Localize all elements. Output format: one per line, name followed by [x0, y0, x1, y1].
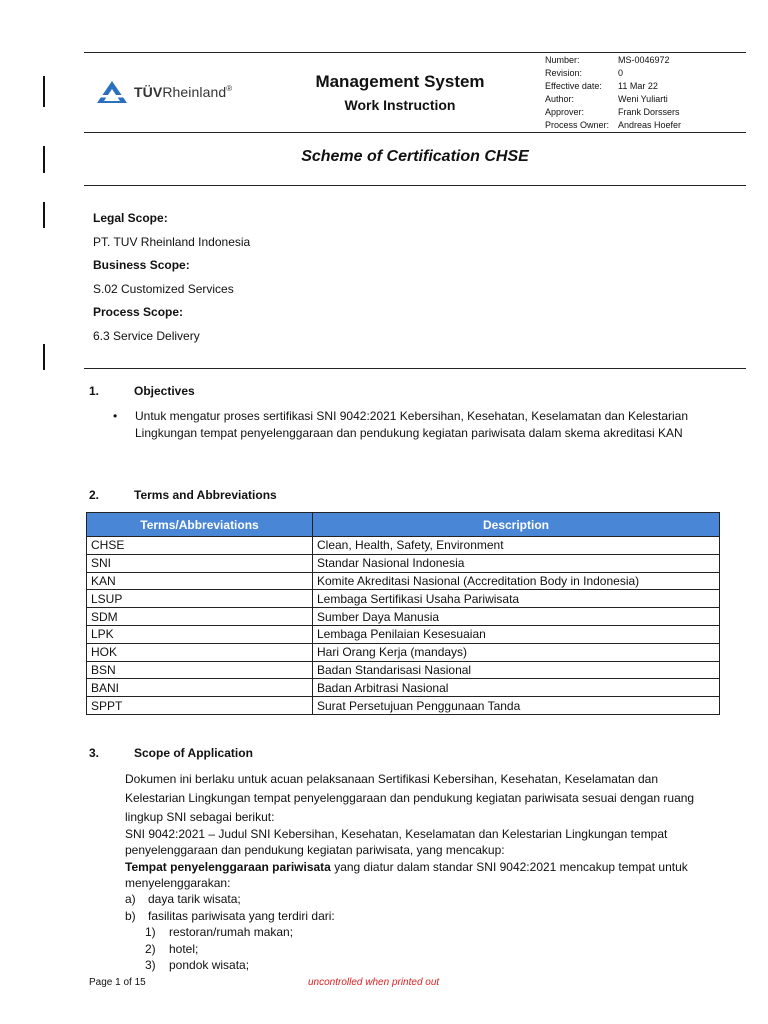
- table-row: HOK Hari Orang Kerja (mandays): [87, 643, 720, 661]
- table-row: SDM Sumber Daya Manusia: [87, 608, 720, 626]
- brand-name: TÜVRheinland®: [134, 84, 233, 100]
- section-scope-heading: 3. Scope of Application: [89, 746, 253, 760]
- table-row: LPK Lembaga Penilaian Kesesuaian: [87, 625, 720, 643]
- scope-paragraph-1: Dokumen ini berlaku untuk acuan pelaksanaan Sertifikasi Kebersihan, Kesehatan, Keselamatan dan Kelestarian Lingkungan tempat penyelenggaraan dan pendukung kegiatan pariwisata sesuai dengan ruang lingkup SNI sebagai berikut:: [125, 772, 695, 824]
- scope-block: [93, 210, 250, 351]
- scope-rule: [84, 368, 746, 369]
- revision-mark: [43, 76, 45, 107]
- meta-row-revision: Revision: 0: [545, 68, 624, 78]
- scope-list: [125, 891, 335, 924]
- legal-scope-value: PT. TUV Rheinland Indonesia: [93, 234, 251, 249]
- meta-row-number: Number: MS-0046972: [545, 55, 670, 65]
- list-item: 1) restoran/rumah makan;: [145, 925, 294, 939]
- process-scope-label: Process Scope:: [93, 305, 184, 319]
- meta-row-process-owner: Process Owner: Andreas Hoefer: [545, 120, 682, 130]
- section-objectives-heading: 1. Objectives: [89, 384, 195, 398]
- terms-table: [86, 512, 720, 715]
- terms-table-header: [87, 513, 720, 537]
- revision-mark: [43, 344, 45, 370]
- meta-row-author: Author: Weni Yuliarti: [545, 94, 668, 104]
- business-scope-value: S.02 Customized Services: [93, 281, 234, 296]
- table-row: SPPT Surat Persetujuan Penggunaan Tanda: [87, 697, 720, 715]
- bullet-icon: •: [113, 409, 118, 423]
- document-title: Scheme of Certification CHSE: [301, 148, 529, 165]
- scope-paragraph-3: Tempat penyelenggaraan pariwisata yang diatur dalam standar SNI 9042:2021 mencakup tempat untuk menyelenggarakan:: [125, 860, 688, 890]
- table-row: KAN Komite Akreditasi Nasional (Accreditation Body in Indonesia): [87, 572, 720, 590]
- header-top-rule: [84, 52, 746, 53]
- system-title: Management System: [315, 72, 485, 91]
- page-number: Page 1 of 15: [89, 977, 146, 988]
- objectives-text: Untuk mengatur proses sertifikasi SNI 9042:2021 Kebersihan, Kesehatan, Keselamatan dan Kelestarian Lingkungan tempat penyelenggaraan dan pendukung kegiatan pariwisata dalam skema akreditasi KAN: [135, 409, 688, 440]
- column-header-description: Description: [313, 513, 720, 537]
- revision-mark: [43, 202, 45, 228]
- table-row: CHSE Clean, Health, Safety, Environment: [87, 537, 720, 555]
- column-header-terms: Terms/Abbreviations: [87, 513, 313, 537]
- document-metadata: [545, 54, 681, 132]
- business-scope-label: Business Scope:: [93, 258, 190, 272]
- scope-sublist: [145, 924, 293, 974]
- revision-mark: [43, 146, 45, 173]
- meta-row-effective-date: Effective date: 11 Mar 22: [545, 81, 658, 91]
- scope-paragraph-2: SNI 9042:2021 – Judul SNI Kebersihan, Kesehatan, Keselamatan dan Kelestarian Lingkungan tempat penyelenggaraan dan pendukung kegiatan pariwisata, yang mencakup:: [125, 827, 668, 857]
- document-type: Work Instruction: [344, 97, 456, 113]
- table-row: SNI Standar Nasional Indonesia: [87, 554, 720, 572]
- legal-scope-label: Legal Scope:: [93, 211, 168, 225]
- section-terms-heading: 2. Terms and Abbreviations: [89, 488, 277, 502]
- tuv-logo: [96, 80, 232, 104]
- list-item: a) daya tarik wisata;: [125, 892, 241, 906]
- table-row: LSUP Lembaga Sertifikasi Usaha Pariwisata: [87, 590, 720, 608]
- meta-row-approver: Approver: Frank Dorssers: [545, 107, 680, 117]
- process-scope-value: 6.3 Service Delivery: [93, 328, 200, 343]
- header-bottom-rule: [84, 132, 746, 133]
- triangle-logo-icon: [96, 80, 128, 104]
- list-item: 2) hotel;: [145, 941, 199, 956]
- uncontrolled-notice: uncontrolled when printed out: [308, 977, 440, 988]
- table-row: BSN Badan Standarisasi Nasional: [87, 661, 720, 679]
- objectives-bullet: [113, 408, 713, 441]
- table-row: BANI Badan Arbitrasi Nasional: [87, 679, 720, 697]
- list-item: b) fasilitas pariwisata yang terdiri dari:: [125, 908, 335, 923]
- list-item: 3) pondok wisata;: [145, 958, 250, 972]
- title-rule: [84, 185, 746, 186]
